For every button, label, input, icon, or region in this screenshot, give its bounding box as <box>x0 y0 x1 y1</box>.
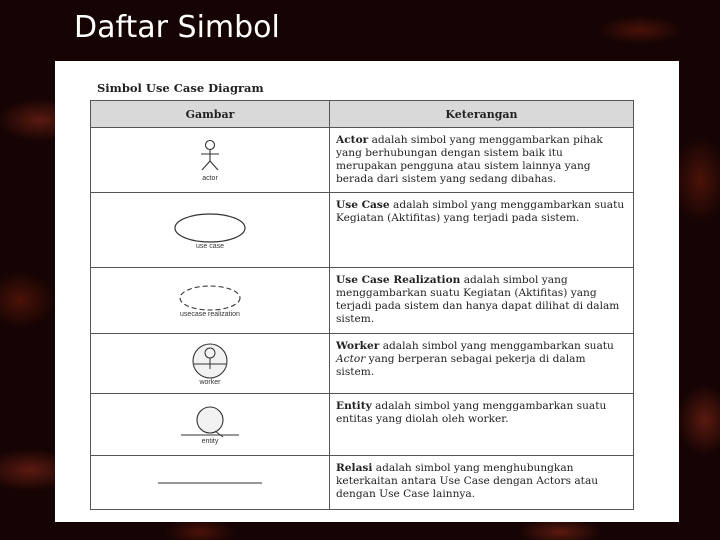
use-case-ellipse-icon <box>170 211 250 245</box>
description-emphasis: Actor <box>336 353 366 365</box>
description-text: adalah simbol yang menggambarkan suatu <box>379 340 614 352</box>
actor-icon <box>190 139 230 177</box>
document-image <box>55 61 679 522</box>
term: Actor <box>336 134 369 146</box>
table-row <box>91 394 634 456</box>
symbol-caption: usecase realization <box>180 311 240 318</box>
table-row <box>91 128 634 193</box>
document-heading: Simbol Use Case Diagram <box>97 81 264 95</box>
term: Use Case <box>336 199 390 211</box>
description-cell <box>330 394 634 456</box>
symbol-cell <box>91 334 330 394</box>
symbol-cell <box>91 268 330 334</box>
worker-icon <box>188 341 232 381</box>
description-text: adalah simbol yang menggambarkan suatu Kegiatan (Aktifitas) yang terjadi pada sistem. <box>336 199 625 224</box>
symbol-caption: use case <box>195 242 225 250</box>
relation-line-icon <box>155 478 265 488</box>
table-row <box>91 268 634 334</box>
description-text: adalah simbol yang menggambarkan suatu Kegiatan (Aktifitas) yang terjadi pada sistem dan hanya dapat dilihat di dalam sistem. <box>336 274 620 325</box>
column-header-gambar: Gambar <box>91 101 330 128</box>
entity-icon <box>175 404 245 440</box>
description-cell <box>330 268 634 334</box>
description-cell <box>330 193 634 268</box>
table-row <box>91 456 634 510</box>
use-case-realization-icon <box>175 283 245 313</box>
symbol-cell <box>91 394 330 456</box>
description-text: adalah simbol yang menghubungkan keterkaitan antara Use Case dengan Actors atau dengan Use Case lainnya. <box>336 462 599 500</box>
symbol-caption: actor <box>202 174 218 182</box>
description-cell <box>330 334 634 394</box>
description-cell <box>330 128 634 193</box>
table-row <box>91 193 634 268</box>
symbol-cell <box>91 193 330 268</box>
description-cell <box>330 456 634 510</box>
slide-title: Daftar Simbol <box>74 10 280 45</box>
term: Entity <box>336 400 372 412</box>
description-text: adalah simbol yang menggambarkan suatu entitas yang diolah oleh worker. <box>336 400 607 425</box>
symbol-caption: entity <box>201 438 219 445</box>
symbol-table <box>90 100 634 510</box>
term: Use Case Realization <box>336 274 461 286</box>
symbol-caption: worker <box>199 379 221 386</box>
table-row <box>91 334 634 394</box>
term: Relasi <box>336 462 373 474</box>
description-text: yang berperan sebagai pekerja di dalam sistem. <box>336 353 586 378</box>
symbol-cell <box>91 456 330 510</box>
description-text: adalah simbol yang menggambarkan pihak yang berhubungan dengan sistem baik itu merupakan pengguna atau sistem lainnya yang berada dari sistem yang sedang dibahas. <box>336 134 603 185</box>
symbol-cell <box>91 128 330 193</box>
column-header-keterangan: Keterangan <box>330 101 634 128</box>
table-header-row <box>91 101 634 128</box>
term: Worker <box>336 340 380 352</box>
